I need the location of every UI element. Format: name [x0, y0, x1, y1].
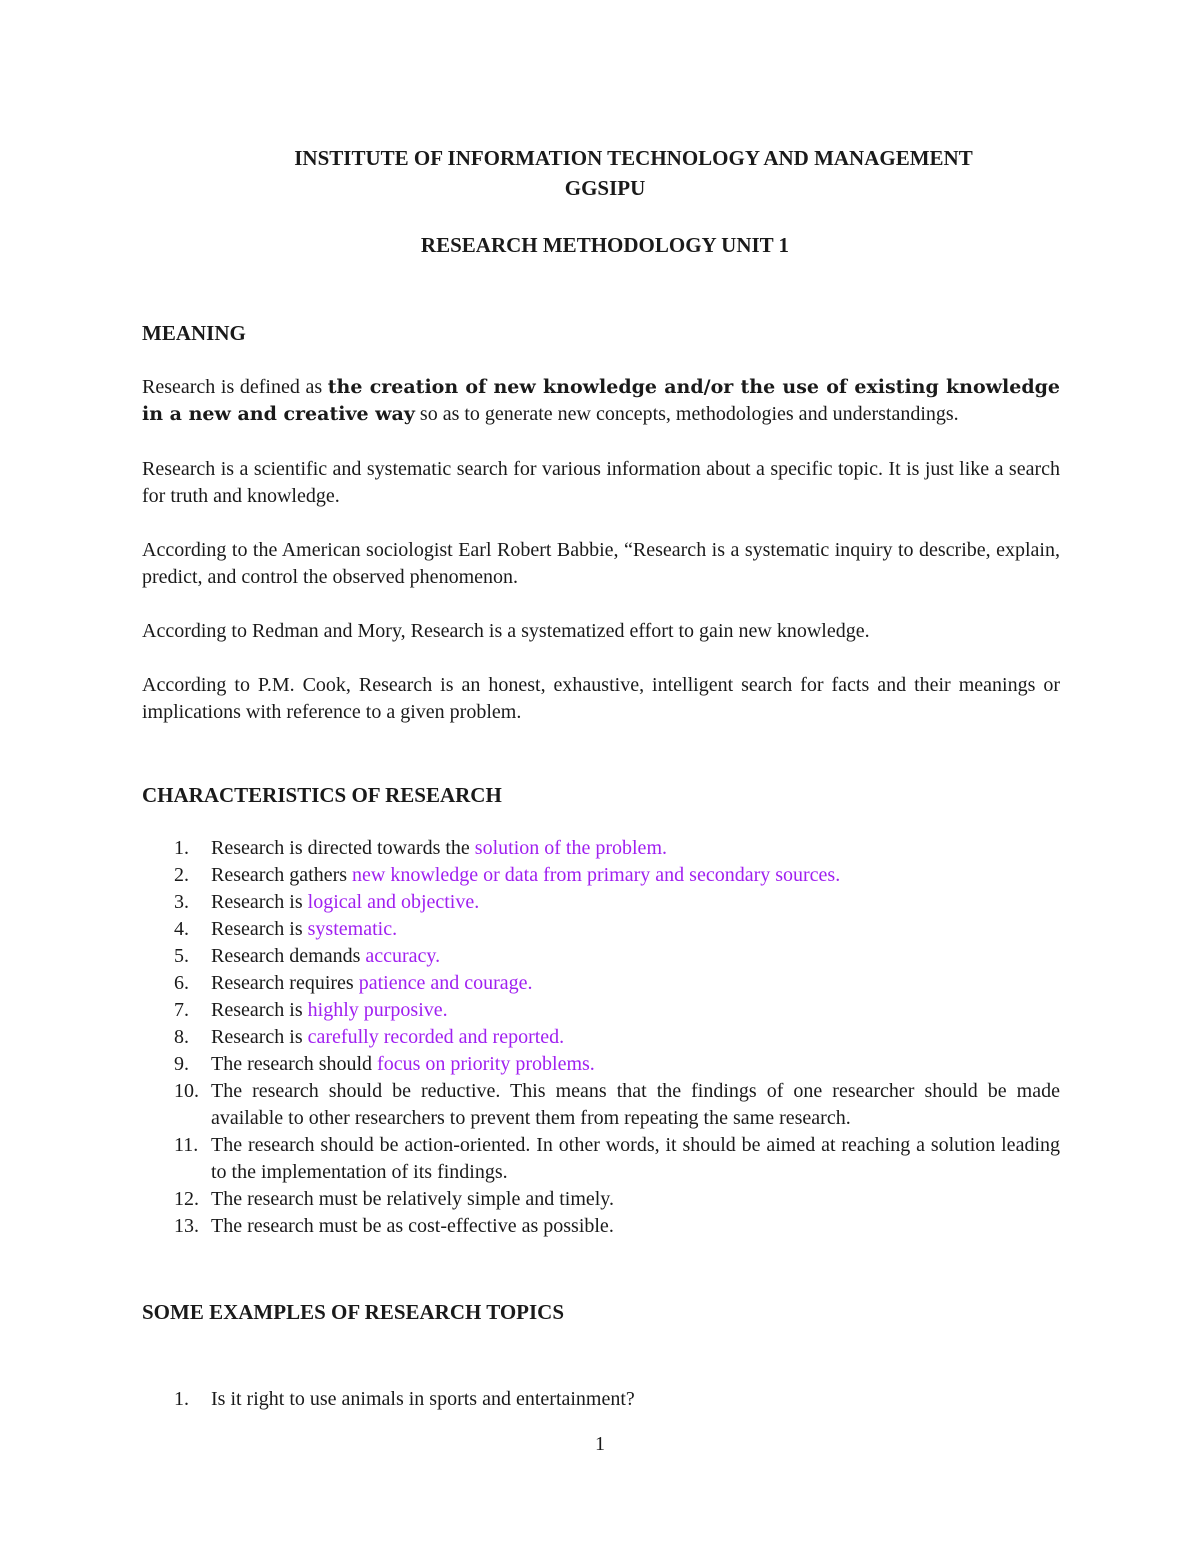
list-item	[142, 1132, 1060, 1186]
highlighted-text: systematic.	[307, 918, 398, 940]
title-block	[0, 143, 1200, 203]
list-item-number: 13.	[174, 1215, 199, 1237]
examples-list-container	[142, 1386, 1060, 1413]
page-number: 1	[595, 1433, 605, 1455]
list-item	[142, 943, 1060, 970]
university-title: GGSIPU	[564, 176, 646, 200]
list-item-text: Research is	[211, 999, 308, 1021]
list-item-number: 1.	[174, 837, 189, 859]
definition-end: so as to generate new concepts, methodologies and understandings.	[414, 403, 959, 425]
definition-bold: the creation of new knowledge and/or the use of existing knowledge in a new and creative way	[142, 376, 1060, 425]
list-item-number: 8.	[174, 1026, 189, 1048]
list-item	[142, 889, 1060, 916]
paragraph-text: According to P.M. Cook, Research is an honest, exhaustive, intelligent search for facts and their meanings or implications with reference to a given problem.	[142, 674, 1060, 723]
characteristics-list	[142, 835, 1060, 1240]
characteristics-list-container	[142, 835, 1060, 1240]
list-item-text: Research demands	[211, 945, 366, 967]
list-item-text: Research gathers	[211, 864, 353, 886]
examples-heading: SOME EXAMPLES OF RESEARCH TOPICS	[142, 1300, 565, 1324]
list-item-number: 9.	[174, 1053, 189, 1075]
list-item	[142, 1078, 1060, 1132]
meaning-heading: MEANING	[142, 321, 246, 345]
paragraph-text: According to Redman and Mory, Research is a systematized effort to gain new knowledge.	[142, 620, 870, 642]
meaning-section	[142, 318, 1060, 348]
highlighted-text: highly purposive.	[307, 999, 448, 1021]
list-item	[142, 997, 1060, 1024]
examples-list	[142, 1386, 1060, 1413]
meaning-paragraph-1	[142, 374, 1060, 428]
list-item-number: 1.	[174, 1388, 189, 1410]
paragraph-text: Research is a scientific and systematic search for various information about a specific topic. It is just like a search for truth and knowledge.	[142, 458, 1060, 507]
highlighted-text: new knowledge or data from primary and secondary sources.	[352, 864, 841, 886]
definition-intro: Research is defined as	[142, 376, 328, 398]
list-item-text: Is it right to use animals in sports and entertainment?	[211, 1388, 635, 1410]
institute-title: INSTITUTE OF INFORMATION TECHNOLOGY AND MANAGEMENT	[294, 146, 973, 170]
list-item-text: Research is	[211, 918, 308, 940]
list-item-number: 5.	[174, 945, 189, 967]
meaning-paragraph-4	[142, 618, 1060, 645]
list-item-text: Research is	[211, 1026, 308, 1048]
list-item-number: 10.	[174, 1080, 199, 1102]
list-item	[142, 1213, 1060, 1240]
list-item	[142, 916, 1060, 943]
list-item-text: The research must be as cost-effective as possible.	[211, 1215, 614, 1237]
list-item	[142, 862, 1060, 889]
characteristics-heading: CHARACTERISTICS OF RESEARCH	[142, 783, 502, 807]
meaning-paragraph-5	[142, 672, 1060, 726]
list-item-number: 7.	[174, 999, 189, 1021]
paragraph-text: According to the American sociologist Earl Robert Babbie, “Research is a systematic inquiry to describe, explain, predict, and control the observed phenomenon.	[142, 539, 1060, 588]
list-item-number: 6.	[174, 972, 189, 994]
list-item-number: 2.	[174, 864, 189, 886]
highlighted-text: patience and courage.	[358, 972, 533, 994]
list-item-text: Research is	[211, 891, 308, 913]
highlighted-text: accuracy.	[365, 945, 441, 967]
list-item-text: The research should	[211, 1053, 378, 1075]
meaning-paragraph-2	[142, 456, 1060, 510]
list-item-text: Research requires	[211, 972, 359, 994]
characteristics-section	[142, 780, 1060, 810]
highlighted-text: carefully recorded and reported.	[307, 1026, 565, 1048]
list-item	[142, 835, 1060, 862]
list-item-number: 12.	[174, 1188, 199, 1210]
list-item-text: The research should be action-oriented. In other words, it should be aimed at reaching a solution leading to the implementation of its findings.	[211, 1134, 1060, 1183]
list-item-text: Research is directed towards the	[211, 837, 475, 859]
list-item	[142, 1386, 1060, 1413]
highlighted-text: logical and objective.	[307, 891, 480, 913]
list-item-number: 4.	[174, 918, 189, 940]
list-item	[142, 1051, 1060, 1078]
meaning-paragraph-3	[142, 537, 1060, 591]
list-item-number: 11.	[174, 1134, 199, 1156]
list-item	[142, 1024, 1060, 1051]
unit-title: RESEARCH METHODOLOGY UNIT 1	[420, 233, 790, 257]
highlighted-text: focus on priority problems.	[377, 1053, 595, 1075]
list-item-text: The research must be relatively simple and timely.	[211, 1188, 615, 1210]
list-item	[142, 1186, 1060, 1213]
list-item-text: The research should be reductive. This means that the findings of one researcher should be made available to other researchers to prevent them from repeating the same research.	[211, 1080, 1060, 1129]
list-item	[142, 970, 1060, 997]
list-item-number: 3.	[174, 891, 189, 913]
examples-section	[142, 1297, 1060, 1327]
highlighted-text: solution of the problem.	[474, 837, 667, 859]
